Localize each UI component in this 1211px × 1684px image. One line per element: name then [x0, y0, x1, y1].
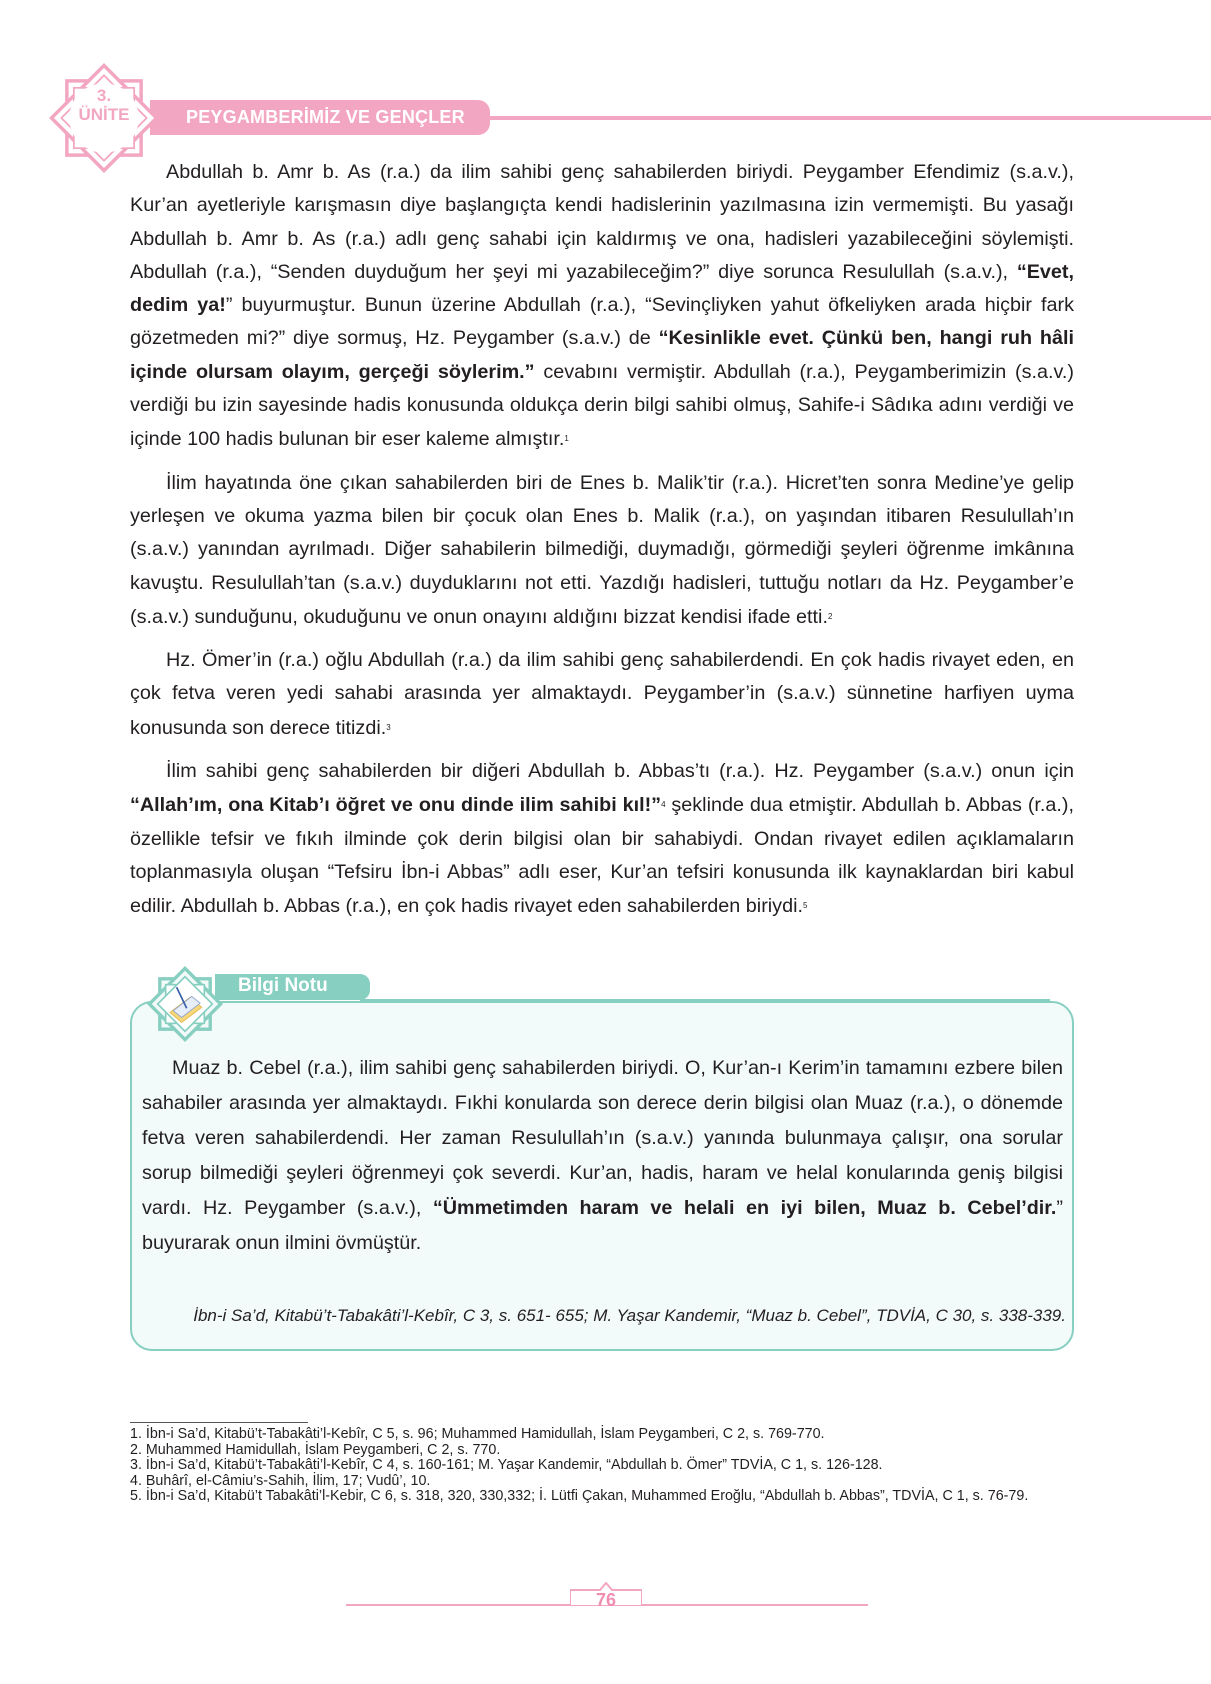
info-box-text: [142, 1051, 1063, 1261]
unit-label: ÜNİTE: [78, 105, 130, 124]
text-segment: İlim sahibi genç sahabilerden bir diğeri Abdullah b. Abbas’tı (r.a.). Hz. Peygamber (s.a.v.) onun için: [166, 760, 1074, 783]
footnote: 5. İbn-i Sa’d, Kitabü’t Tabakâti’l-Kebir, C 6, s. 318, 320, 330,332; İ. Lütfi Çakan, Muhammed Eroğlu, “Abdullah b. Abbas”, TDVİA, C 1, s. 76-79.: [130, 1488, 1029, 1505]
paragraph: [130, 156, 1074, 457]
body-text: [130, 156, 1074, 934]
text-segment: İlim hayatında öne çıkan sahabilerden biri de Enes b. Malik’tir (r.a.). Hicret’ten sonra Medine’ye gelip yerleşen ve okuma yazma bilen bir çocuk olan Enes b. Malik (r.a.), on yaşından itibaren Resulullah’ın (s.a.v.) yanından ayrılmadı. Diğer sahabilerin bilmediği, duymadığı, görmediği şeyleri öğrenme imkânına kavuştu. Resulullah’tan (s.a.v.) duyduklarını not etti. Yazdığı hadisleri, tuttuğu notları da Hz. Peygamber’e (s.a.v.) sunduğunu, okuduğunu ve onun onayını aldığını bizzat kendisi ifade etti.: [130, 471, 1074, 628]
notepad-star-icon: [143, 962, 227, 1046]
info-box-paragraph: [142, 1051, 1063, 1261]
footnote-ref: 2: [827, 611, 833, 621]
paragraph: [130, 755, 1074, 923]
text-segment: ” buyurmuştur. Bunun üzerine Abdullah (r.a.), “Sevinçliyken yahut öfkeliyken arada hiçbir fark gözetmeden mi?” diye sormuş, Hz. Peygamber (s.a.v.) de: [130, 294, 1074, 350]
header-rule: [480, 116, 1211, 120]
footnote-ref: 4: [661, 800, 666, 810]
text-segment: Muaz b. Cebel (r.a.), ilim sahibi genç sahabilerden biriydi. O, Kur’an-ı Kerim’in tamamını ezbere bilen sahabiler arasında yer almaktaydı. Fıkhi konularda son derece derin bilgisi olan Muaz (r.a.), o dönemde fetva veren sahabilerdendi. Her zaman Resulullah’ın (s.a.v.) yanında bulunmaya çalışır, ona sorular sorup bilmediği şeyleri öğrenmeyi çok severdi. Kur’an, hadis, haram ve helal konularında geniş bilgisi vardı. Hz. Peygamber (s.a.v.),: [142, 1057, 1063, 1219]
footnote-ref: 5: [802, 901, 808, 911]
page-number: 76: [595, 1590, 617, 1610]
bold-quote: “Allah’ım, ona Kitab’ı öğret ve onu dinde ilim sahibi kıl!”: [130, 794, 662, 817]
unit-badge: [46, 86, 162, 124]
footnote-rule: [130, 1422, 308, 1423]
info-box-citation: İbn-i Sa’d, Kitabü’t-Tabakâti’l-Kebîr, C 3, s. 651- 655; M. Yaşar Kandemir, “Muaz b. Cebel”, TDVİA, C 30, s. 338-339.: [193, 1306, 1066, 1325]
unit-title: PEYGAMBERİMİZ VE GENÇLER: [186, 107, 465, 127]
info-box-title: Bilgi Notu: [238, 975, 328, 996]
text-segment: Hz. Ömer’in (r.a.) oğlu Abdullah (r.a.) da ilim sahibi genç sahabilerdendi. En çok hadis rivayet eden, en çok fetva veren yedi sahabi arasında yer almaktaydı. Peygamber’in (s.a.v.) sünnetine harfiyen uyma konusunda son derece titizdi.: [130, 649, 1074, 739]
bold-quote: “Ümmetimden haram ve helali en iyi bilen, Muaz b. Cebel’dir.: [432, 1197, 1057, 1219]
text-segment: Abdullah b. Amr b. As (r.a.) da ilim sahibi genç sahabilerden biriydi. Peygamber Efendimiz (s.a.v.), Kur’an ayetleriyle karışmasın diye başlangıçta kendi hadislerinin yazılmasına izin vermemişti. Bu yasağı Abdullah b. Amr b. As (r.a.) adlı genç sahabi için kaldırmış ve ona, hadisleri yazabileceğini söylemişti. Abdullah (r.a.), “Senden duyduğum her şeyi mi yazabileceğim?” diye sorunca Resulullah (s.a.v.),: [130, 161, 1074, 283]
footnote-ref: 1: [564, 434, 569, 444]
text-segment: şeklinde dua etmiştir. Abdullah b. Abbas (r.a.), özellikle tefsir ve fıkıh ilminde çok derin bilgisi olan bir sahabiydi. Ondan rivayet edilen açıklamaların toplanmasıyla oluşan “Tefsiru İbn-i Abbas” adlı eser, Kur’an tefsiri konusunda ilk kaynaklardan biri kabul edilir. Abdullah b. Abbas (r.a.), en çok hadis rivayet eden sahabilerden biriydi.: [130, 794, 1074, 918]
footnote: 3. İbn-i Sa’d, Kitabü’t-Tabakâti’l-Kebîr, C 4, s. 160-161; M. Yaşar Kandemir, “Abdullah b. Ömer” TDVİA, C 1, s. 126-128.: [130, 1457, 883, 1474]
text-segment: ” buyurarak onun ilmini övmüştür.: [142, 1197, 1063, 1254]
footnote: 1. İbn-i Sa’d, Kitabü’t-Tabakâti’l-Kebîr, C 5, s. 96; Muhammed Hamidullah, İslam Peygamberi, C 2, s. 769-770.: [130, 1426, 825, 1442]
info-box-rule: [360, 999, 1050, 1001]
footnotes: [130, 1427, 1076, 1505]
bold-quote: “Evet, dedim ya!: [130, 260, 1074, 317]
paragraph: [130, 467, 1074, 634]
text-segment: cevabını vermiştir. Abdullah (r.a.), Peygamberimizin (s.a.v.) verdiği bu izin sayesinde hadis konusunda oldukça derin bilgi sahibi olmuş, Sahife-i Sâdıka adını verdiği ve içinde 100 hadis bulunan bir eser kaleme almıştır.: [130, 360, 1074, 451]
footnote: 4. Buhârî, el-Câmiu’s-Sahih, İlim, 17; Vudû’, 10.: [130, 1472, 431, 1489]
bold-quote: “Kesinlikle evet. Çünkü ben, hangi ruh hâli içinde olursam olayım, gerçeği söylerim.”: [130, 327, 1075, 383]
footnote-ref: 3: [386, 722, 391, 732]
unit-number: 3.: [96, 86, 112, 105]
footnote: 2. Muhammed Hamidullah, İslam Peygamberi, C 2, s. 770.: [130, 1441, 501, 1458]
paragraph: [130, 644, 1074, 745]
